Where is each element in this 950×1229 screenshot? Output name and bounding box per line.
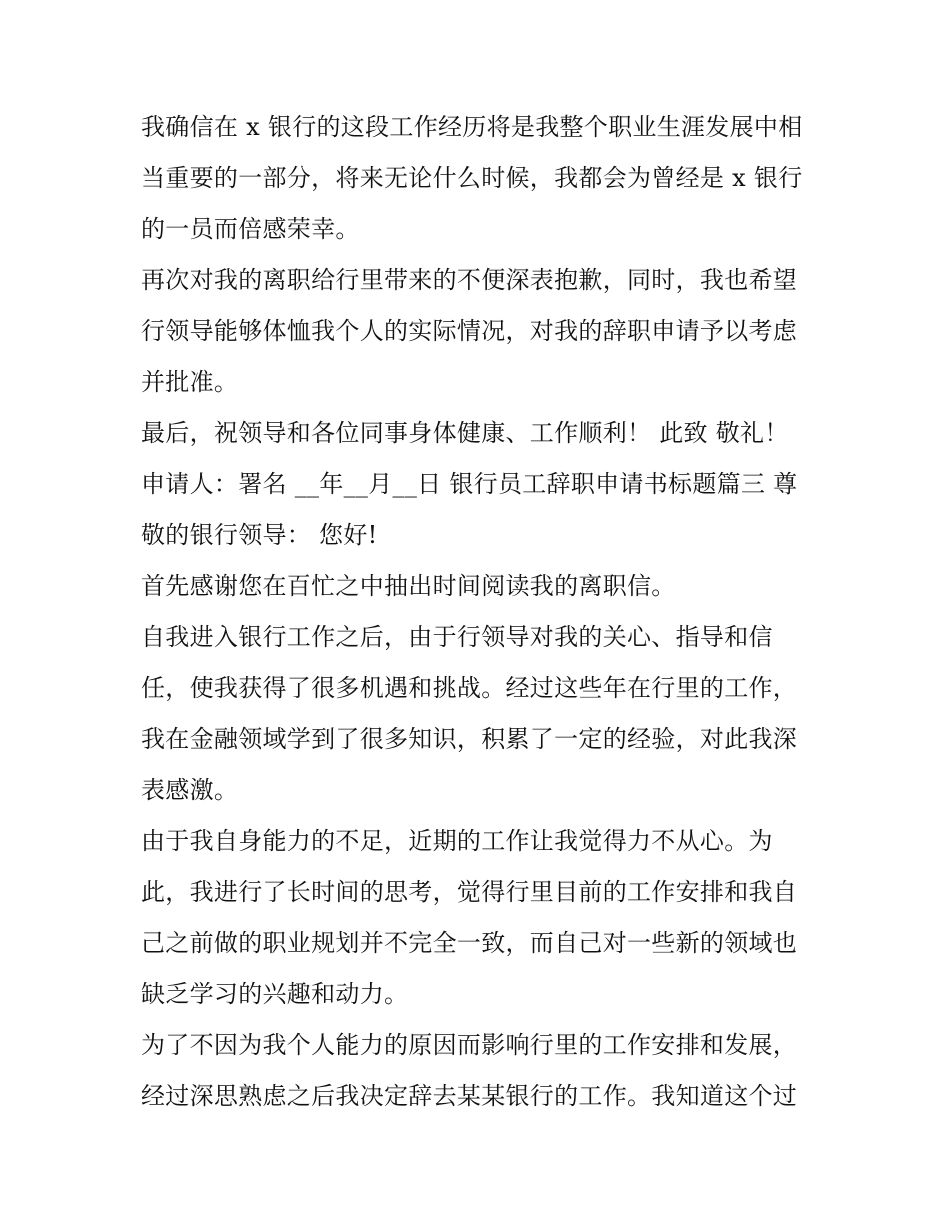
text-line-15: 由于我自身能力的不足，近期的工作让我觉得力不从心。为 <box>141 827 773 855</box>
text-line-19: 为了不因为我个人能力的原因而影响行里的工作安排和发展， <box>141 1031 798 1059</box>
text-line-12: 任，使我获得了很多机遇和挑战。经过这些年在行里的工作， <box>141 674 798 702</box>
text-line-20: 经过深思熟虑之后我决定辞去某某银行的工作。我知道这个过 <box>141 1082 798 1110</box>
text-line-1: 我确信在 x 银行的这段工作经历将是我整个职业生涯发展中相 <box>141 113 803 141</box>
text-line-14: 表感激。 <box>141 776 239 804</box>
text-line-8: 申请人：署名 __年__月__日 银行员工辞职申请书标题篇三 尊 <box>141 470 798 498</box>
text-line-5: 行领导能够体恤我个人的实际情况，对我的辞职申请予以考虑 <box>141 317 798 345</box>
text-line-13: 我在金融领域学到了很多知识，积累了一定的经验，对此我深 <box>141 725 798 753</box>
text-line-3: 的一员而倍感荣幸。 <box>141 215 360 243</box>
text-line-16: 此，我进行了长时间的思考，觉得行里目前的工作安排和我自 <box>141 878 798 906</box>
text-line-7: 最后，祝领导和各位同事身体健康、工作顺利！ 此致 敬礼！ <box>141 419 789 447</box>
text-line-6: 并批准。 <box>141 368 239 396</box>
text-line-2: 当重要的一部分，将来无论什么时候，我都会为曾经是 x 银行 <box>141 164 803 192</box>
text-line-11: 自我进入银行工作之后，由于行领导对我的关心、指导和信 <box>141 623 773 651</box>
text-line-17: 己之前做的职业规划并不完全一致，而自己对一些新的领域也 <box>141 929 798 957</box>
text-line-10: 首先感谢您在百忙之中抽出时间阅读我的离职信。 <box>141 572 676 600</box>
text-line-18: 缺乏学习的兴趣和动力。 <box>141 980 409 1008</box>
text-line-4: 再次对我的离职给行里带来的不便深表抱歉，同时，我也希望 <box>141 266 798 294</box>
text-line-9: 敬的银行领导： 您好! <box>141 521 378 549</box>
document-body <box>141 102 813 1122</box>
